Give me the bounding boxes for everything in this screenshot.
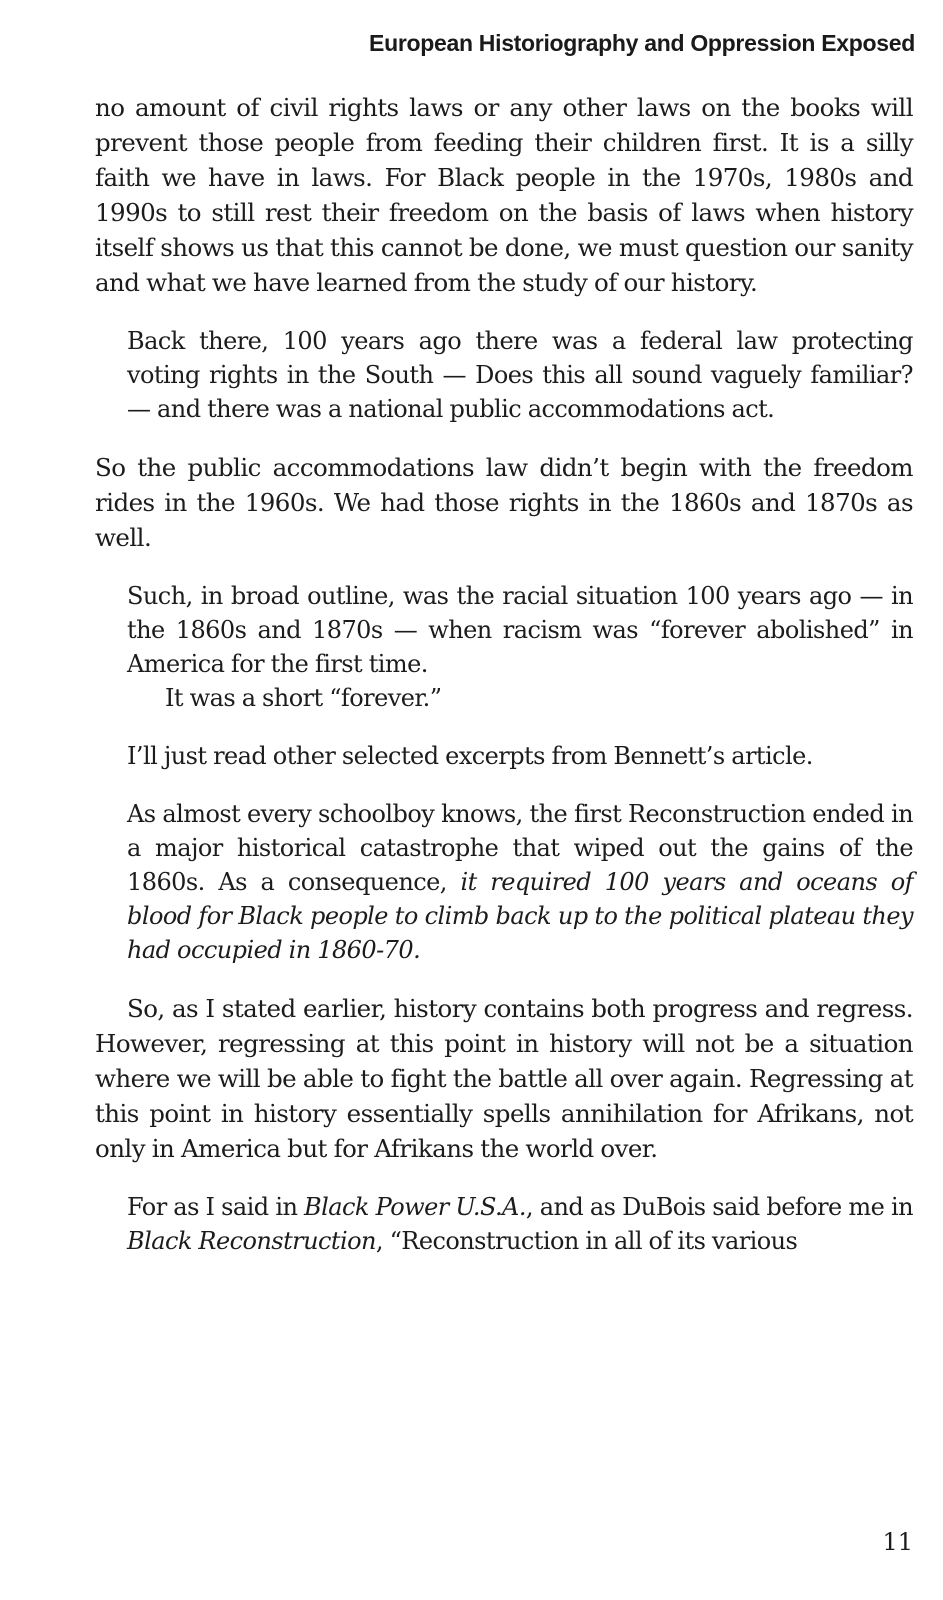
quote-reconstruction-emphasis: it required 100 years and oceans of blood for Black people to climb back up to the political plateau they had occupied in 1860-70. [127,868,913,964]
book-title-black-power: Black Power U.S.A. [304,1193,526,1221]
paragraph-progress-regress: So, as I stated earlier, history contains both progress and regress. However, regressing at this point in history will not be a situation where we will be able to fight the battle all over again. Regressing at this point in history essentially spells annihilation for Afrikans, not only in America but for Afrikans the world over. [95,994,913,1163]
quote-black-power-text-c: , “Reconstruction in all of its various [375,1227,798,1255]
quote-reconstruction-text: As almost every schoolboy knows, the first Reconstruction ended in a major historical catastrophe that wiped out the gains of the 1860s. As a consequence, [127,800,913,896]
book-title-black-reconstruction: Black Reconstruction [127,1227,376,1255]
running-header: European Historiography and Oppression Exposed [369,30,915,56]
paragraph-laws: no amount of civil rights laws or any other laws on the books will prevent those people from feeding their children first. It is a silly faith we have in laws. For Black people in the 1970s, 1980s and 1990s to still rest their freedom on the basis of laws when history itself shows us that this cannot be done, we must question our sanity and what we have learned from the study of our history. [95,93,913,297]
quote-reconstruction [127,797,913,967]
quote-black-power-text-a: For as I said in [127,1193,305,1221]
quote-racial-situation: Such, in broad outline, was the racial situation 100 years ago — in the 1860s and 1870s — when racism was “forever abolished” in America for the first time. [127,582,913,678]
quote-black-power [127,1190,913,1258]
paragraph-bennett-excerpts: I’ll just read other selected excerpts from Bennett’s article. [127,742,813,770]
page-number: 11 [882,1528,913,1556]
quote-black-power-text-b: , and as DuBois said before me in [525,1193,913,1221]
quote-voting-rights: Back there, 100 years ago there was a federal law protecting voting rights in the South — Does this all sound vaguely familiar? — and there was a national public accommodations act. [127,327,913,423]
page-body [95,90,913,1258]
paragraph-accommodations: So the public accommodations law didn’t begin with the freedom rides in the 1960s. We had those rights in the 1860s and 1870s as well. [95,453,913,552]
quote-short-forever: It was a short “forever.” [165,684,442,712]
